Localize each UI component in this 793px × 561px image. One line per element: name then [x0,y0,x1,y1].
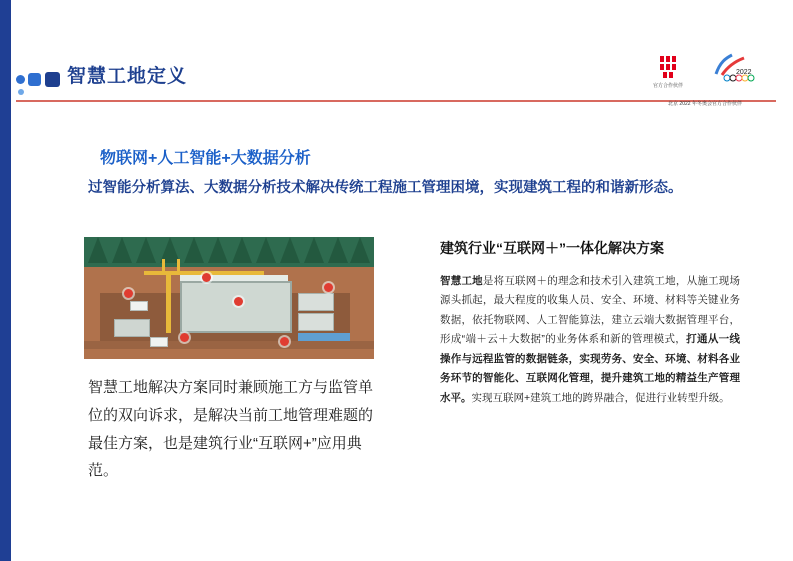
unicom-caption: 官方合作伙伴 [652,83,683,89]
paragraph-run-bold: 打通从一线操作与远程监管的数据链条，实现劳务、安全、环境、材料各业务环节的智能化、互联网化管理，提升建筑工地的精益生产管理水平。 [440,333,740,404]
right-column-heading: 建筑行业“互联网＋”一体化解决方案 [440,240,664,256]
svg-text:2022: 2022 [736,69,752,76]
china-unicom-logo [635,52,701,89]
site-marker [234,297,243,306]
site-marker [180,333,189,342]
site-marker [280,337,289,346]
site-marker [202,273,211,282]
beijing-2022-logo [707,52,771,82]
site-marker [324,283,333,292]
paragraph-run-bold: 智慧工地 [440,275,483,287]
smart-site-illustration [84,237,374,359]
page-title: 智慧工地定义 [67,66,188,87]
unicom-mark-icon [653,52,683,82]
blue-subheading: 物联网+人工智能+大数据分析 [100,150,311,167]
paragraph-run: 实现互联网+建筑工地的跨界融合，促进行业转型升级。 [471,391,730,404]
logo-footer-text: 北京 2022 年冬奥会官方合作伙伴 [668,101,742,107]
right-column-paragraph [440,272,740,408]
header-dots-icon [16,63,60,99]
left-description-paragraph: 智慧工地解决方案同时兼顾施工方与监管单位的双向诉求，是解决当前工地管理难题的最佳方案，也是建筑行业“互联网+”应用典范。 [88,379,374,480]
logo-group [635,52,775,114]
site-marker [124,289,133,298]
beijing-2022-emblem-icon [710,52,768,82]
paragraph-run: 是将互联网＋的理念和技术引入建筑工地，从施工现场源头抓起，最大程度的收集人员、安全、环境、材料等关键业务数据，依托物联网、人工智能算法，建立云端大数据管理平台，形成“端＋云＋大数据”的业务体系和新的管理模式， [440,275,741,346]
lead-statement: 过智能分析算法、大数据分析技术解决传统工程施工管理困境，实现建筑工程的和谐新形态。 [88,180,683,196]
left-accent-bar [0,0,11,561]
